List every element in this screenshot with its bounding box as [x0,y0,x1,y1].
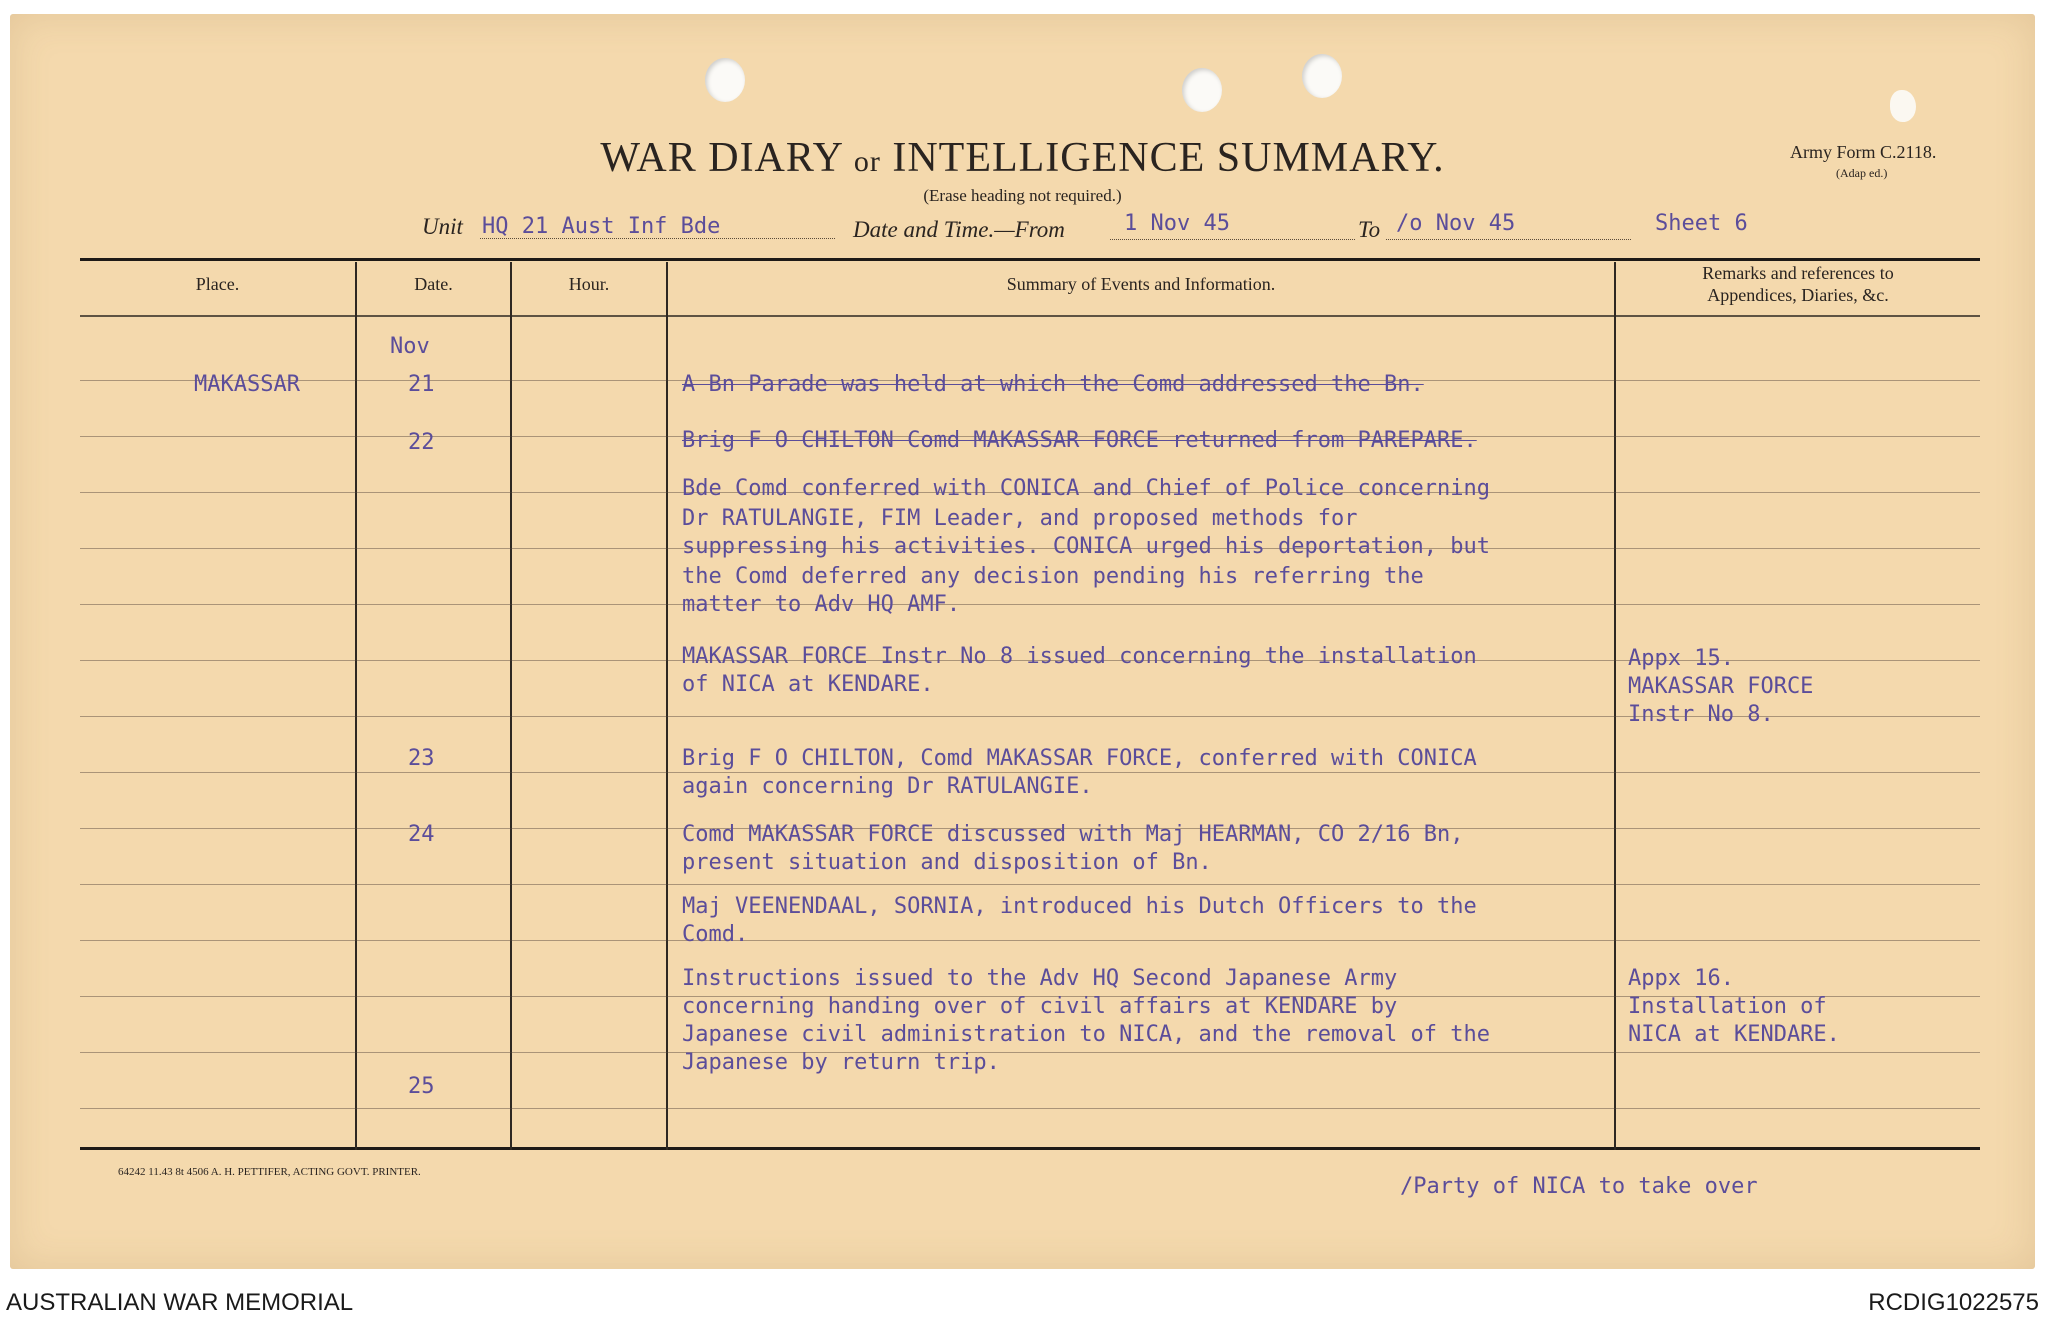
remarks-header-line1: Remarks and references to [1702,263,1894,283]
entry-24c-line3: Japanese civil administration to NICA, and the removal of the [682,1022,1490,1047]
date-22: 22 [408,430,435,455]
remark-24c-line1: Appx 16. [1628,966,1734,991]
ruled-line [80,772,1980,773]
date-from-fill-line [1110,239,1355,240]
table-top-rule [80,258,1980,261]
sheet-number: Sheet 6 [1655,211,1748,236]
entry-24b-line1: Maj VEENENDAAL, SORNIA, introduced his Dutch Officers to the [682,894,1477,919]
date-from-value: 1 Nov 45 [1124,211,1230,236]
remark-22c-line2: MAKASSAR FORCE [1628,674,1814,699]
place-makassar: MAKASSAR [194,372,300,397]
ruled-line [80,1108,1980,1109]
entry-24a-line2: present situation and disposition of Bn. [682,850,1212,875]
entry-23-line2: again concerning Dr RATULANGIE. [682,774,1093,799]
ruled-line [80,1052,1980,1053]
form-subtitle: (Erase heading not required.) [923,186,1122,205]
form-number: Army Form C.2118. [1790,142,1937,162]
ruled-line [80,884,1980,885]
col-header-date: Date. [414,274,453,294]
col-header-hour: Hour. [568,274,610,294]
entry-24c-line4: Japanese by return trip. [682,1050,1000,1075]
col-divider-place [355,262,357,1150]
date-25: 25 [408,1074,435,1099]
header-bottom-rule [80,315,1980,317]
entry-21: A Bn Parade was held at which the Comd addressed the Bn. [682,372,1424,397]
entry-22b-line5: matter to Adv HQ AMF. [682,592,961,617]
remark-24c-line3: NICA at KENDARE. [1628,1022,1840,1047]
entry-24c-line1: Instructions issued to the Adv HQ Second Japanese Army [682,966,1398,991]
punch-hole-middle [1182,68,1222,112]
date-to-value: /o Nov 45 [1396,211,1516,236]
entry-22c-line2: of NICA at KENDARE. [682,672,934,697]
col-divider-summary [1614,262,1616,1150]
form-title: WAR DIARY or INTELLIGENCE SUMMARY. [600,135,1445,181]
remark-24c-line2: Installation of [1628,994,1827,1019]
date-to-label: To [1358,217,1381,242]
remark-22c-line1: Appx 15. [1628,646,1734,671]
entry-23-line1: Brig F O CHILTON, Comd MAKASSAR FORCE, conferred with CONICA [682,746,1477,771]
entry-22b-line2: Dr RATULANGIE, FIM Leader, and proposed methods for [682,506,1358,531]
printer-imprint: 64242 11.43 8t 4506 A. H. PETTIFER, ACTING GOVT. PRINTER. [118,1166,421,1178]
entry-22b-line1: Bde Comd conferred with CONICA and Chief of Police concerning [682,476,1490,501]
punch-hole-left [705,58,745,102]
entry-22a: Brig F O CHILTON Comd MAKASSAR FORCE returned from PAREPARE. [682,428,1477,453]
archive-reference: RCDIG1022575 [1868,1289,2039,1316]
continuation-note: /Party of NICA to take over [1400,1174,1758,1199]
col-header-place: Place. [195,274,240,294]
month-label: Nov [390,334,430,359]
entry-24b-line2: Comd. [682,922,749,947]
entry-22b-line3: suppressing his activities. CONICA urged his deportation, but [682,534,1490,559]
table-bottom-rule [80,1147,1980,1150]
remarks-header-line2: Appendices, Diaries, &c. [1707,285,1889,305]
ruled-line [80,604,1980,605]
unit-label: Unit [422,214,463,239]
col-header-remarks [1616,262,1980,306]
date-21: 21 [408,372,435,397]
date-24: 24 [408,822,435,847]
ruled-line [80,940,1980,941]
punch-hole-right [1302,54,1342,98]
form-note: (Adap ed.) [1836,166,1888,180]
entry-22c-line1: MAKASSAR FORCE Instr No 8 issued concerning the installation [682,644,1477,669]
entry-24a-line1: Comd MAKASSAR FORCE discussed with Maj HEARMAN, CO 2/16 Bn, [682,822,1464,847]
diary-sheet [10,14,2035,1269]
archive-name: AUSTRALIAN WAR MEMORIAL [6,1289,354,1316]
col-divider-date [510,262,512,1150]
entry-22b-line4: the Comd deferred any decision pending his referring the [682,564,1424,589]
date-to-fill-line [1386,239,1631,240]
date-from-label: Date and Time.—From [853,217,1065,242]
col-divider-hour [666,262,668,1150]
date-23: 23 [408,746,435,771]
unit-value: HQ 21 Aust Inf Bde [482,214,721,239]
remark-22c-line3: Instr No 8. [1628,702,1774,727]
col-header-summary: Summary of Events and Information. [1006,274,1276,294]
paper-tear [1890,90,1916,122]
entry-24c-line2: concerning handing over of civil affairs at KENDARE by [682,994,1398,1019]
